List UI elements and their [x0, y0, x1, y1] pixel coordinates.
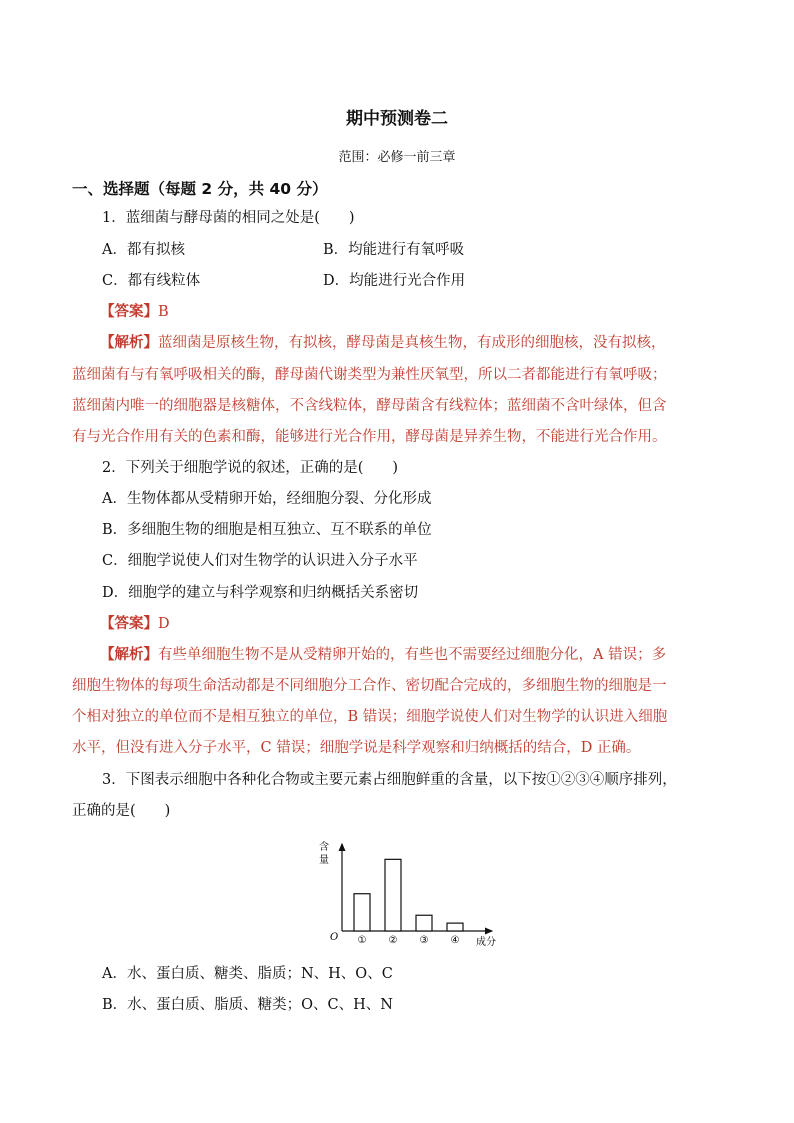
- content-bar-chart: [310, 830, 510, 955]
- q2-option-c: C．细胞学说使人们对生物学的认识进入分子水平: [102, 553, 418, 569]
- answer-value: B: [158, 304, 169, 320]
- q2-analysis-line-3: 个相对独立的单位而不是相互独立的单位，B 错误；细胞学说使人们对生物学的认识进入细胞: [72, 709, 668, 725]
- q1-option-c: C．都有线粒体: [102, 273, 201, 289]
- x-tick-label: ③: [419, 935, 429, 946]
- q1-option-a: A．都有拟核: [102, 242, 185, 258]
- bar-1: [354, 894, 370, 931]
- q3-stem-line-2: 正确的是( ): [72, 803, 171, 819]
- q2-analysis-line-1: [100, 645, 666, 665]
- q2-option-a: A．生物体都从受精卵开始，经细胞分裂、分化形成: [102, 491, 432, 507]
- q1-option-b: B．均能进行有氧呼吸: [323, 242, 465, 258]
- q1-stem: 1．蓝细菌与酵母菌的相同之处是( ): [102, 210, 355, 226]
- answer-value: D: [158, 616, 170, 632]
- q1-analysis-line-4: 有与光合作用有关的色素和酶，能够进行光合作用，酵母菌是异养生物，不能进行光合作用。: [72, 429, 667, 445]
- y-axis-label-top: 含: [319, 842, 329, 853]
- q1-analysis-line-3: 蓝细菌内唯一的细胞器是核糖体，不含线粒体，酵母菌含有线粒体；蓝细菌不含叶绿体，但含: [72, 398, 667, 414]
- x-tick-label: ②: [388, 935, 398, 946]
- q3-option-b: B．水、蛋白质、脂质、糖类；O、C、H、N: [102, 997, 393, 1013]
- q2-analysis-line-2: 细胞生物体的每项生命活动都是不同细胞分工合作、密切配合完成的，多细胞生物的细胞是一: [72, 678, 667, 694]
- bar-4: [447, 923, 463, 931]
- answer-tag: 【答案】: [100, 615, 158, 632]
- q2-analysis-line-4: 水平，但没有进入分子水平，C 错误；细胞学说是科学观察和归纳概括的结合，D 正确。: [72, 740, 641, 756]
- bar-2: [385, 859, 401, 931]
- analysis-tag: 【解析】: [100, 334, 158, 351]
- q2-stem: 2．下列关于细胞学说的叙述，正确的是( ): [102, 460, 399, 476]
- page-subtitle: 范围：必修一前三章: [338, 150, 456, 165]
- q1-option-d: D．均能进行光合作用: [323, 273, 466, 289]
- q1-analysis-line-1: [100, 333, 666, 353]
- q2-option-d: D．细胞学的建立与科学观察和归纳概括关系密切: [102, 585, 419, 601]
- origin-label: O: [330, 932, 339, 943]
- y-axis-label-bottom: 量: [319, 855, 329, 866]
- q2-option-b: B．多细胞生物的细胞是相互独立、互不联系的单位: [102, 522, 432, 538]
- x-tick-label: ④: [450, 935, 460, 946]
- q2-answer: [100, 614, 170, 634]
- section-heading: 一、选择题（每题 2 分，共 40 分）: [72, 180, 328, 198]
- analysis-tag: 【解析】: [100, 646, 158, 663]
- x-axis-label: 成分: [476, 937, 496, 948]
- analysis-text: 蓝细菌是原核生物，有拟核，酵母菌是真核生物，有成形的细胞核，没有拟核，: [158, 335, 666, 351]
- analysis-text: 有些单细胞生物不是从受精卵开始的，有些也不需要经过细胞分化，A 错误；多: [158, 647, 667, 663]
- q3-stem-line-1: 3．下图表示细胞中各种化合物或主要元素占细胞鲜重的含量，以下按①②③④顺序排列，: [102, 772, 677, 788]
- q1-analysis-line-2: 蓝细菌有与有氧呼吸相关的酶，酵母菌代谢类型为兼性厌氧型，所以二者都能进行有氧呼吸；: [72, 367, 667, 383]
- x-tick-label: ①: [357, 935, 367, 946]
- answer-tag: 【答案】: [100, 303, 158, 320]
- q3-option-a: A．水、蛋白质、糖类、脂质；N、H、O、C: [102, 966, 393, 982]
- bar-3: [416, 915, 432, 931]
- page-title: 期中预测卷二: [346, 109, 448, 129]
- q1-answer: [100, 302, 169, 322]
